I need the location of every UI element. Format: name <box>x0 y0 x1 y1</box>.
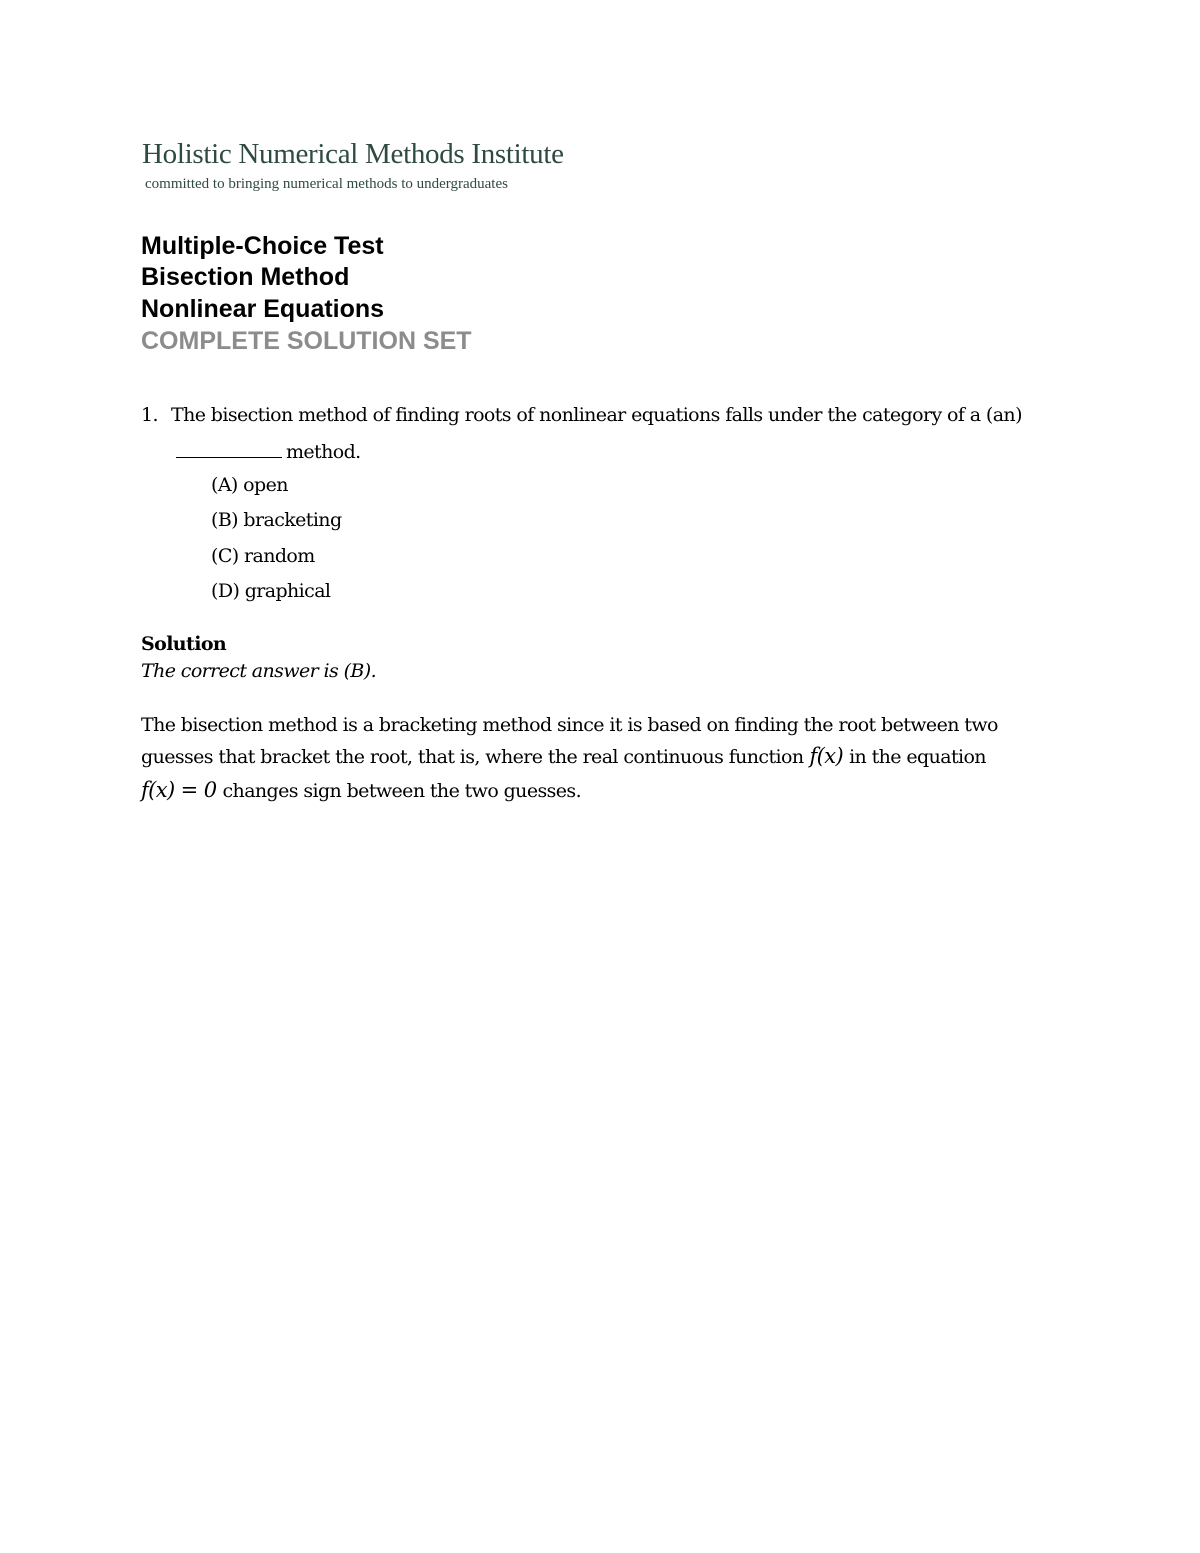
solution-set-label: COMPLETE SOLUTION SET <box>141 327 472 355</box>
function-notation: f(x) <box>809 744 844 768</box>
explanation-line-3 <box>141 778 581 802</box>
explanation-line-2 <box>141 744 986 768</box>
question-text-suffix: method. <box>286 441 361 463</box>
question-number: 1. <box>141 404 158 426</box>
option-a: (A) open <box>211 474 288 496</box>
answer-blank <box>176 439 282 458</box>
logo-tagline: committed to bringing numerical methods to undergraduates <box>145 176 508 192</box>
question-text: The bisection method of finding roots of nonlinear equations falls under the category of a (an) <box>171 404 1022 426</box>
explanation-text: changes sign between the two guesses. <box>222 780 582 802</box>
question-line-continued <box>176 439 361 463</box>
question-line <box>141 404 1022 426</box>
explanation-text: guesses that bracket the root, that is, where the real continuous function <box>141 746 804 768</box>
option-b: (B) bracketing <box>211 509 342 531</box>
option-c: (C) random <box>211 545 315 567</box>
correct-answer: The correct answer is (B). <box>141 660 377 682</box>
test-title: Multiple-Choice Test <box>141 232 384 260</box>
explanation-line-1: The bisection method is a bracketing method since it is based on finding the root between two <box>141 714 998 736</box>
solution-heading: Solution <box>141 633 227 655</box>
chapter-title: Nonlinear Equations <box>141 295 385 323</box>
equation: f(x) = 0 <box>141 778 217 802</box>
explanation-text: in the equation <box>849 746 986 768</box>
topic-title: Bisection Method <box>141 263 350 291</box>
logo-title: Holistic Numerical Methods Institute <box>142 138 564 170</box>
option-d: (D) graphical <box>211 580 331 602</box>
